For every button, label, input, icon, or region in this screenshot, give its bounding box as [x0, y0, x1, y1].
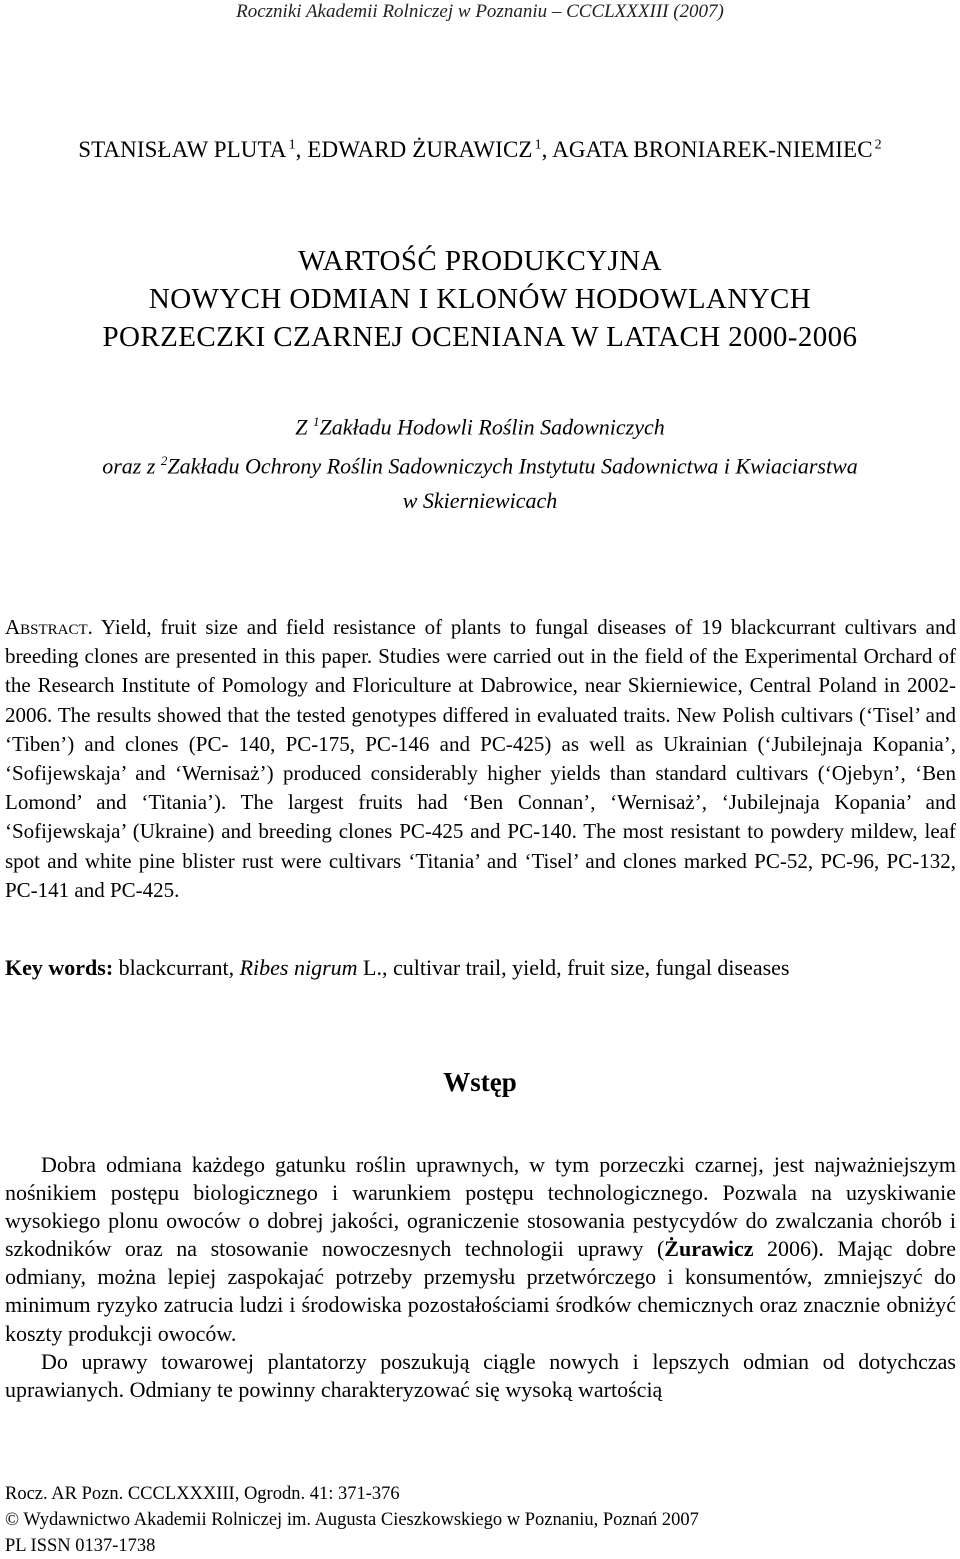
- title-line: WARTOŚĆ PRODUKCYJNA: [298, 245, 662, 277]
- author-affiliation-mark: 1: [288, 137, 296, 153]
- publication-footer: [5, 1481, 956, 1559]
- intro-text: 2006). Mając dobre odmiany, można lepiej zaspokajać potrzeby przemysłu przetwórczego i konsumentów, zmniejszyć do minimum ryzyko zatrucia ludzi i środowiska pozostałościami środków chemicznych oraz znacznie obniżyć koszty produkcji owoców.: [5, 1236, 956, 1346]
- affiliation-line: [0, 405, 960, 444]
- intro-text: Dobra odmiana każdego gatunku roślin uprawnych, w tym porzeczki czarnej, jest najważniejszym nośnikiem postępu biologicznego i warunkiem postępu technologicznego. Pozwala na uzyskiwanie wysokiego plonu owoców o dobrej jakości, ograniczenie stosowania pestycydów do zwalczania chorób i szkodników oraz na stosowanie nowoczesnych technologii uprawy (: [5, 1152, 956, 1262]
- affiliation-prefix: oraz z: [102, 453, 161, 479]
- affiliation-mark: 1: [312, 414, 320, 429]
- affiliation-line: [0, 444, 960, 483]
- abstract-label: Abstract.: [5, 615, 93, 639]
- title-line: PORZECZKI CZARNEJ OCENIANA W LATACH 2000-2006: [102, 321, 858, 353]
- author-affiliation-mark: 2: [874, 137, 882, 153]
- affiliation-text: Zakładu Hodowli Roślin Sadowniczych: [319, 414, 665, 440]
- footer-copyright: © Wydawnictwo Akademii Rolniczej im. Augusta Cieszkowskiego w Poznaniu, Poznań 2007: [5, 1510, 699, 1530]
- author-name: STANISŁAW PLUTA: [78, 137, 287, 162]
- keywords-label: Key words:: [5, 955, 114, 980]
- journal-header: Roczniki Akademii Rolniczej w Poznaniu – CCCLXXXIII (2007): [236, 1, 724, 22]
- title-line: NOWYCH ODMIAN I KLONÓW HODOWLANYCH: [148, 283, 812, 315]
- affiliation-prefix: Z: [295, 414, 313, 440]
- paper-title: [0, 242, 960, 356]
- keywords: [5, 953, 956, 983]
- keywords-text: L., cultivar trail, yield, fruit size, fungal diseases: [357, 955, 790, 980]
- intro-paragraph: Do uprawy towarowej plantatorzy poszukują ciągle nowych i lepszych odmian od dotychczas uprawianych. Odmiany te powinny charakteryzować się wysoką wartością: [5, 1348, 956, 1402]
- author-name: EDWARD ŻURAWICZ: [307, 137, 533, 162]
- section-heading: Wstęp: [443, 1067, 517, 1097]
- footer-citation: Rocz. AR Pozn. CCCLXXXIII, Ogrodn. 41: 371-376: [5, 1484, 400, 1504]
- affiliation-text: Zakładu Ochrony Roślin Sadowniczych Instytutu Sadownictwa i Kwiaciarstwa: [167, 453, 858, 479]
- citation-author: Żurawicz: [664, 1236, 754, 1262]
- author-affiliation-mark: 1: [534, 137, 542, 153]
- affiliation-mark: 2: [160, 453, 168, 469]
- intro-paragraph: [5, 1151, 956, 1348]
- author-name: AGATA BRONIAREK-NIEMIEC: [552, 137, 873, 162]
- author-list: STANISŁAW PLUTA $^1$, EDWARD ŻURAWICZ $^1$, AGATA BRONIAREK-NIEMIEC $^2$: [78, 137, 882, 162]
- abstract-text: Yield, fruit size and field resistance of plants to fungal diseases of 19 blackcurrant cultivars and breeding clones are presented in this paper. Studies were carried out in the field of the Experimental Orchard of the Research Institute of Pomology and Floriculture at Dabrowice, near Skierniewice, Central Poland in 2002-2006. The results showed that the tested genotypes differed in evaluated traits. New Polish cultivars (‘Tisel’ and ‘Tiben’) and clones (PC- 140, PC-175, PC-146 and PC-425) as well as Ukrainian (‘Jubilejnaja Kopania’, ‘Sofijewskaja’ and ‘Wernisaż’) produced considerably higher yields than standard cultivars (‘Ojebyn’, ‘Ben Lomond’ and ‘Titania’). The largest fruits had ‘Ben Connan’, ‘Wernisaż’, ‘Jubilejnaja Kopania’ and ‘Sofijewskaja’ (Ukraine) and breeding clones PC-425 and PC-140. The most resistant to powdery mildew, leaf spot and white pine blister rust were cultivars ‘Titania’ and ‘Tisel’ and clones marked PC-52, PC-96, PC-132, PC-141 and PC-425.: [5, 615, 956, 902]
- affiliation: [0, 405, 960, 518]
- keywords-text: blackcurrant,: [113, 955, 240, 980]
- footer-issn: PL ISSN 0137-1738: [5, 1536, 156, 1556]
- affiliation-line: w Skierniewicach: [402, 487, 558, 513]
- introduction: [5, 1151, 956, 1404]
- keywords-species: Ribes nigrum: [239, 955, 358, 980]
- abstract: [5, 613, 956, 905]
